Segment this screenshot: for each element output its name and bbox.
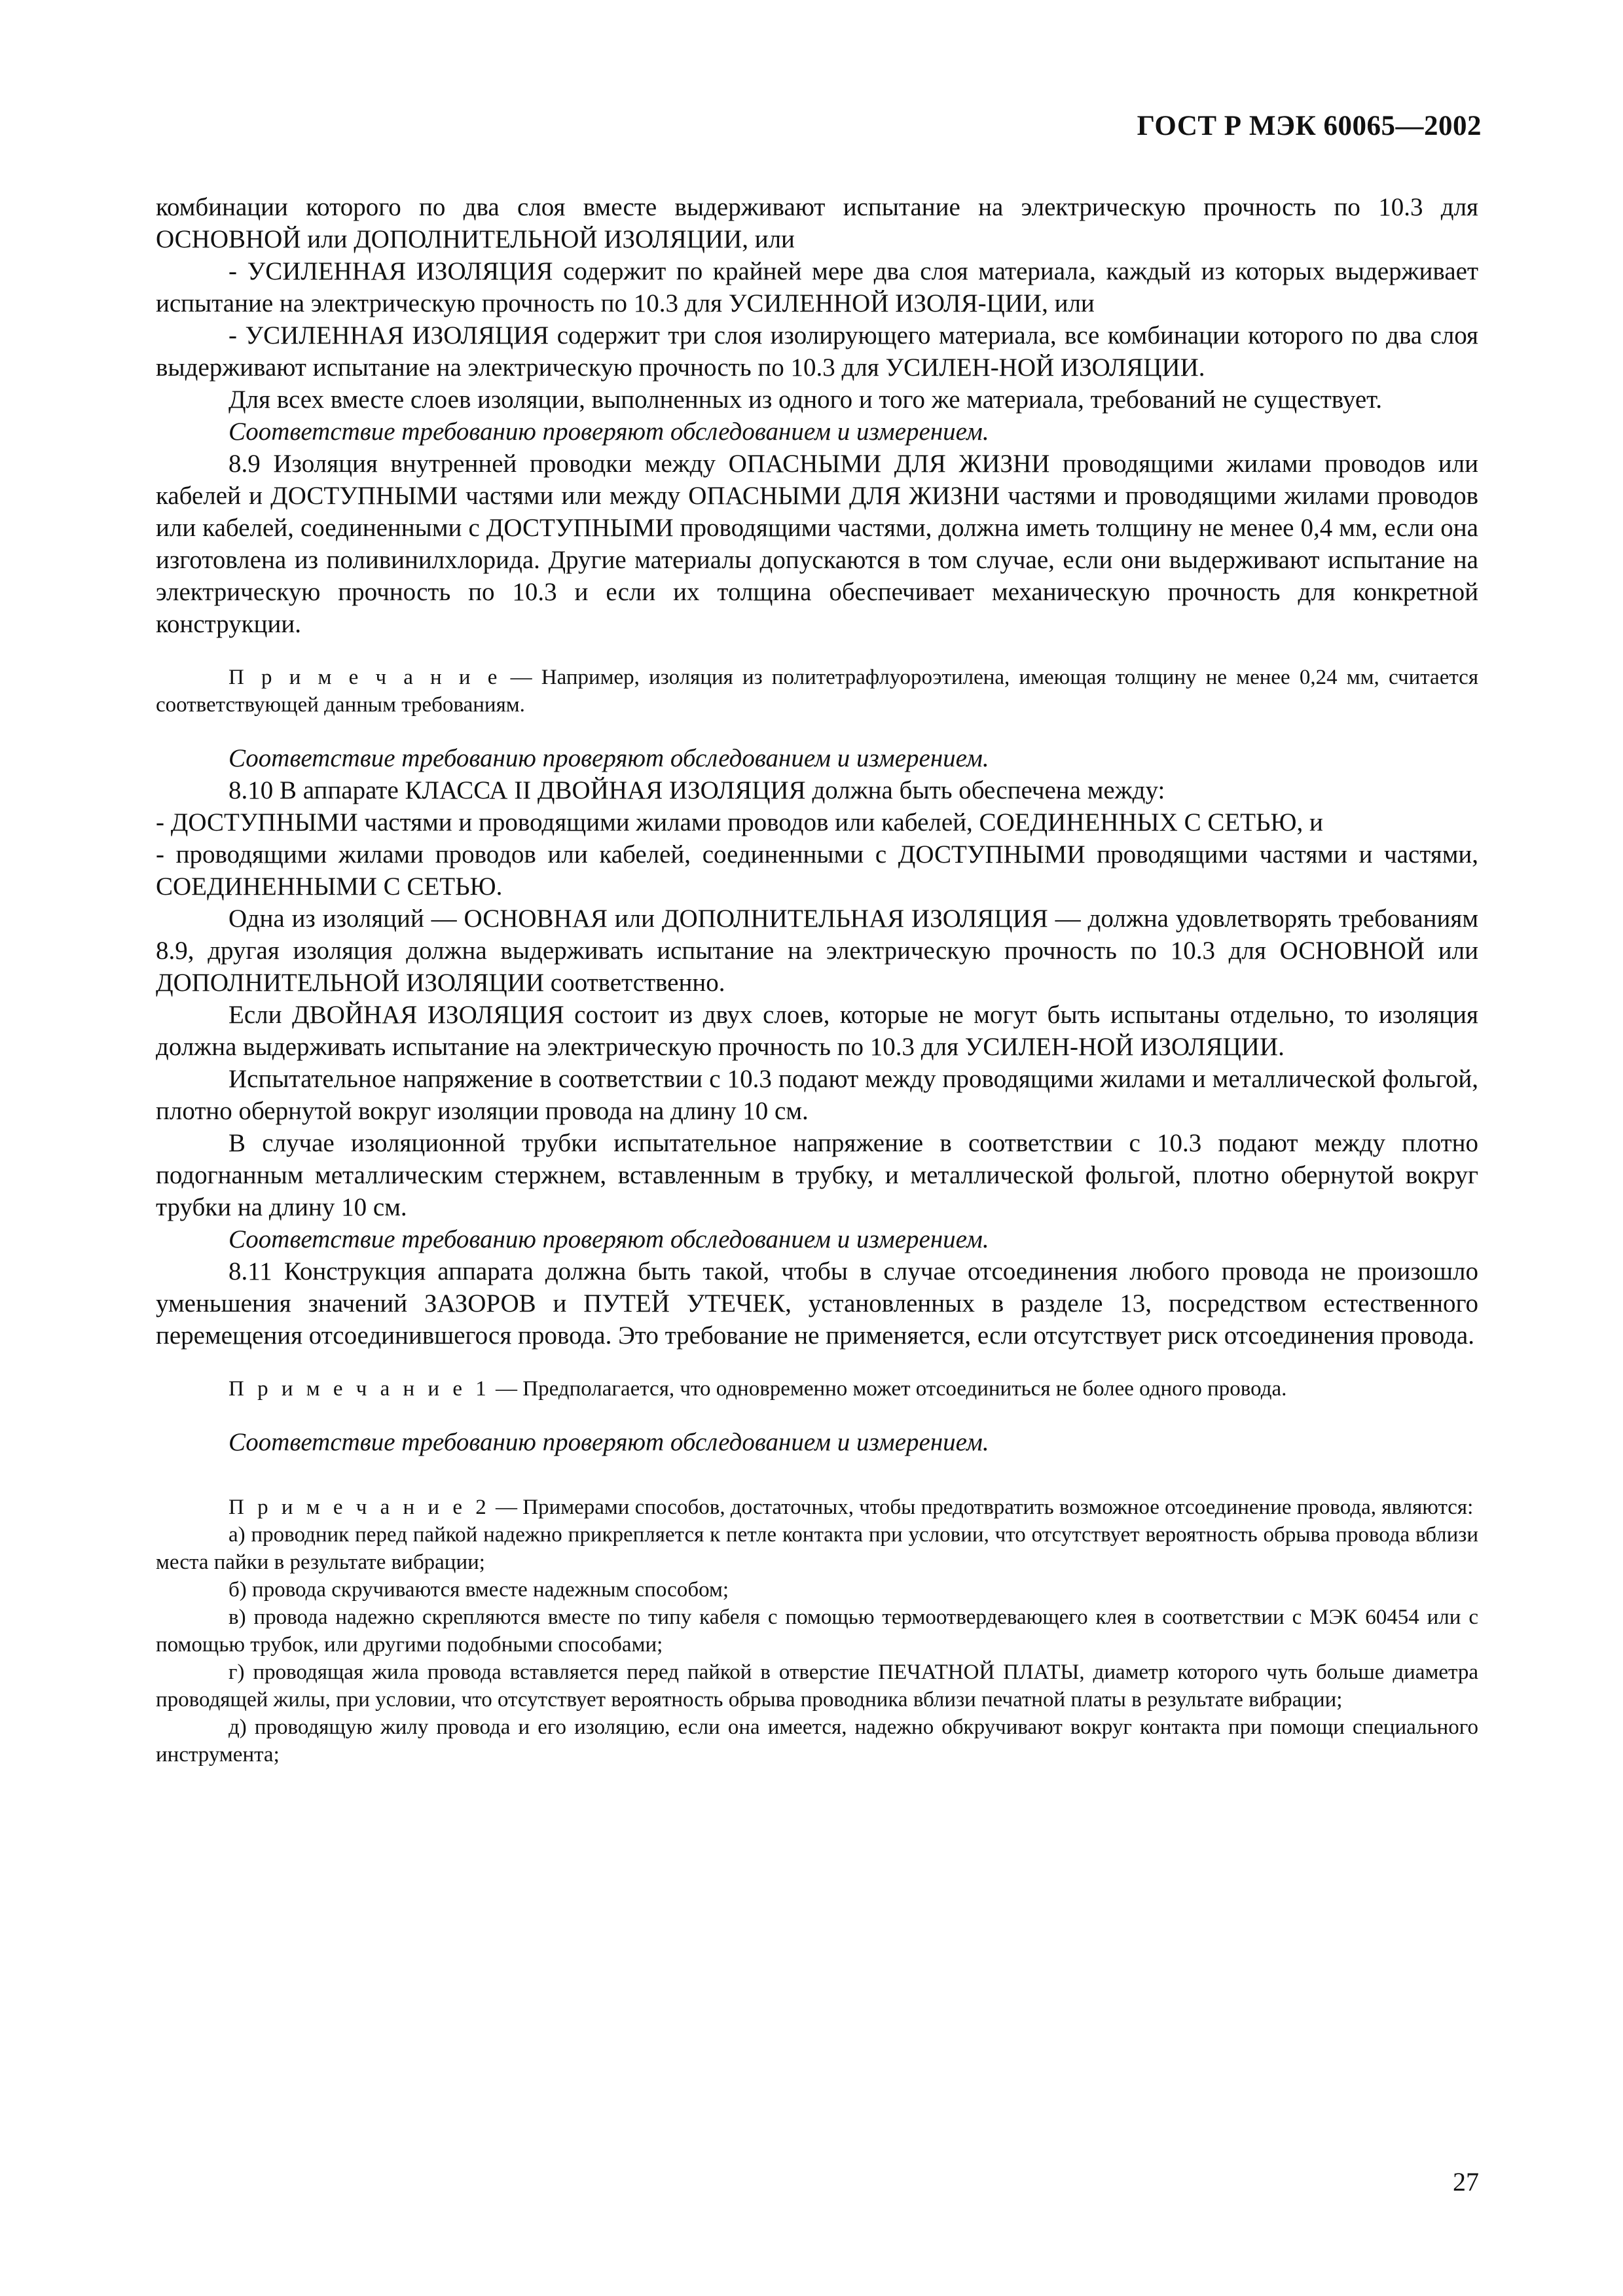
page-number: 27 [1453,2167,1479,2197]
note-1 [156,1375,1478,1403]
clause-8-10: 8.10 В аппарате КЛАССА II ДВОЙНАЯ ИЗОЛЯЦИЯ должна быть обеспечена между: [228,776,1165,804]
list-item: - ДОСТУПНЫМИ частями и проводящими жилами проводов или кабелей, СОЕДИНЕННЫХ С СЕТЬЮ, и [156,808,1323,836]
document-header: ГОСТ Р МЭК 60065—2002 [1137,111,1482,141]
compliance-statement: Соответствие требованию проверяют обследованием и измерением. [228,1225,989,1253]
compliance-statement: Соответствие требованию проверяют обследованием и измерением. [228,1428,989,1456]
list-item: - проводящими жилами проводов или кабелей, соединенными с ДОСТУПНЫМИ проводящими частями и частями, СОЕДИНЕННЫМИ С СЕТЬЮ. [156,840,1478,901]
paragraph: Для всех вместе слоев изоляции, выполненных из одного и того же материала, требований не существует. [228,386,1383,414]
note-label: П р и м е ч а н и е 2 [228,1496,490,1519]
paragraph: комбинации которого по два слоя вместе выдерживают испытание на электрическую прочность по 10.3 для ОСНОВНОЙ или ДОПОЛНИТЕЛЬНОЙ ИЗОЛЯЦИИ, или [156,193,1478,253]
paragraph: В случае изоляционной трубки испытательное напряжение в соответствии с 10.3 подают между плотно подогнанным металлическим стержнем, вставленным в трубку, и металлической фольгой, плотно обернутой вокруг трубки на длину 10 см. [156,1129,1478,1221]
note-list-item: а) проводник перед пайкой надежно прикрепляется к петле контакта при условии, что отсутствует вероятность обрыва провода вблизи места пайки в результате вибрации; [156,1523,1478,1574]
note-list-item: г) проводящая жила провода вставляется перед пайкой в отверстие ПЕЧАТНОЙ ПЛАТЫ, диаметр которого чуть больше диаметра проводящей жилы, при условии, что отсутствует вероятность обрыва проводника вблизи печатной платы в результате вибрации; [156,1660,1478,1712]
paragraph: Одна из изоляций — ОСНОВНАЯ или ДОПОЛНИТЕЛЬНАЯ ИЗОЛЯЦИЯ — должна удовлетворять требованиям 8.9, другая изоляция должна выдерживать испытание на электрическую прочность по 10.3 для ОСНОВНОЙ или ДОПОЛНИТЕЛЬНОЙ ИЗОЛЯЦИИ соответственно. [156,905,1478,997]
clause-8-9: 8.9 Изоляция внутренней проводки между ОПАСНЫМИ ДЛЯ ЖИЗНИ проводящими жилами проводов или кабелей и ДОСТУПНЫМИ частями или между ОПАСНЫМИ ДЛЯ ЖИЗНИ частями и проводящими жилами проводов или кабелей, соединенными с ДОСТУПНЫМИ проводящими частями, должна иметь толщину не менее 0,4 мм, если она изготовлена из поливинилхлорида. Другие материалы допускаются в том случае, если они выдерживают испытание на электрическую прочность по 10.3 и если их толщина обеспечивает механическую прочность для конкретной конструкции. [156,450,1478,638]
note-2 [156,1494,1478,1521]
note-list-item: б) провода скручиваются вместе надежным способом; [228,1578,729,1602]
list-item: - УСИЛЕННАЯ ИЗОЛЯЦИЯ содержит по крайней мере два слоя материала, каждый из которых выдерживает испытание на электрическую прочность по 10.3 для УСИЛЕННОЙ ИЗОЛЯ-ЦИИ, или [156,257,1478,317]
note [156,664,1478,719]
paragraph: Испытательное напряжение в соответствии с 10.3 подают между проводящими жилами и металлической фольгой, плотно обернутой вокруг изоляции провода на длину 10 см. [156,1065,1478,1125]
page-body [156,191,1478,1768]
note-text: — Примерами способов, достаточных, чтобы предотвратить возможное отсоединение провода, являются: [495,1496,1474,1519]
note-text: — Например, изоляция из политетрафлуороэтилена, имеющая толщину не менее 0,24 мм, считается соответствующей данным требованиям. [156,666,1479,717]
note-list-item: в) провода надежно скрепляются вместе по типу кабеля с помощью термоотвердевающего клея в соответствии с МЭК 60454 или с помощью трубок, или другими подобными способами; [156,1605,1478,1657]
note-list-item: д) проводящую жилу провода и его изоляцию, если она имеется, надежно обкручивают вокруг контакта при помощи специального инструмента; [156,1715,1478,1767]
note-label: П р и м е ч а н и е [228,666,501,689]
compliance-statement: Соответствие требованию проверяют обследованием и измерением. [228,418,989,446]
paragraph: Если ДВОЙНАЯ ИЗОЛЯЦИЯ состоит из двух слоев, которые не могут быть испытаны отдельно, то изоляция должна выдерживать испытание на электрическую прочность по 10.3 для УСИЛЕН-НОЙ ИЗОЛЯЦИИ. [156,1001,1478,1061]
compliance-statement: Соответствие требованию проверяют обследованием и измерением. [228,744,989,772]
clause-8-11: 8.11 Конструкция аппарата должна быть такой, чтобы в случае отсоединения любого провода не произошло уменьшения значений ЗАЗОРОВ и ПУТЕЙ УТЕЧЕК, установленных в разделе 13, посредством естественного перемещения отсоединившегося провода. Это требование не применяется, если отсутствует риск отсоединения провода. [156,1257,1478,1350]
note-label: П р и м е ч а н и е 1 [228,1377,490,1401]
list-item: - УСИЛЕННАЯ ИЗОЛЯЦИЯ содержит три слоя изолирующего материала, все комбинации которого по два слоя выдерживают испытание на электрическую прочность по 10.3 для УСИЛЕН-НОЙ ИЗОЛЯЦИИ. [156,321,1478,382]
note-text: — Предполагается, что одновременно может отсоединиться не более одного провода. [495,1377,1287,1401]
